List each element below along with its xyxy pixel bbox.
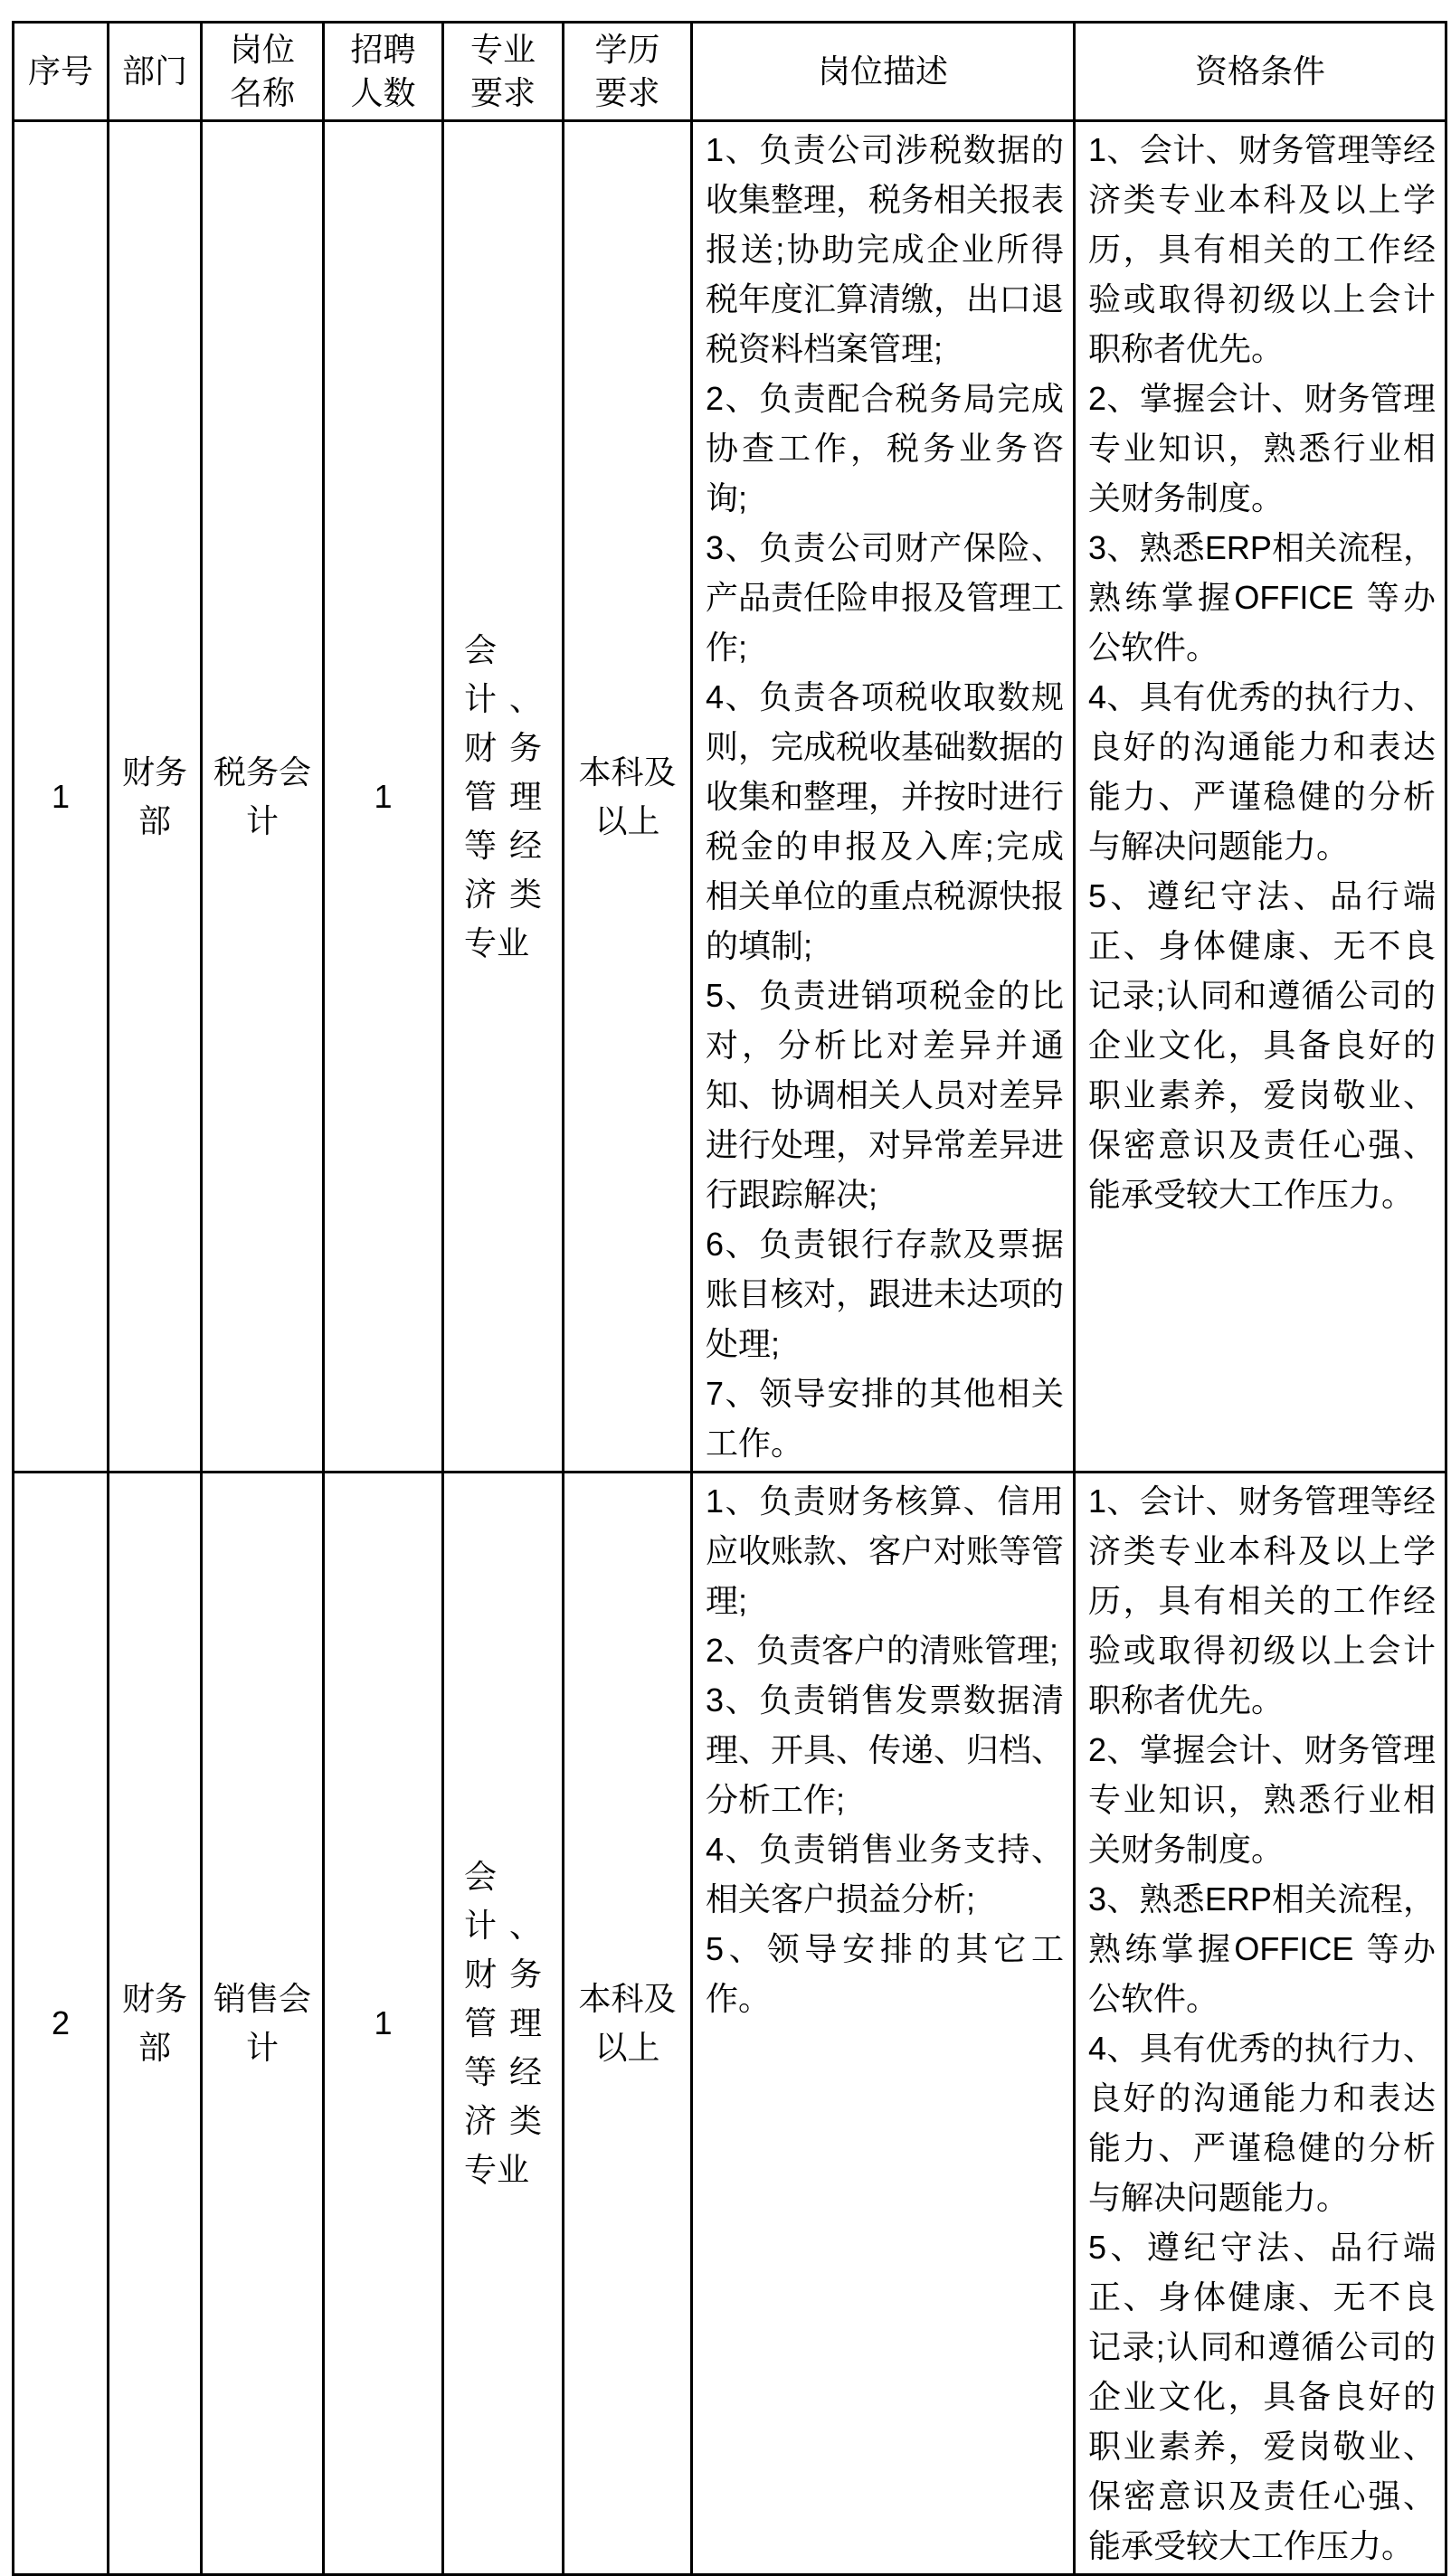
text-paragraph: 4、具有优秀的执行力、良好的沟通能力和表达能力、严谨稳健的分析与解决问题能力。 — [1088, 2030, 1436, 2216]
text-paragraph: 5、负责进销项税金的比对，分析比对差异并通知、协调相关人员对差异进行处理，对异常差异进行跟踪解决; — [706, 977, 1065, 1213]
table-row — [14, 1473, 1446, 2575]
cell-seq: 2 — [14, 1473, 109, 2575]
text-paragraph: 2、负责客户的清账管理; — [706, 1632, 1059, 1669]
column-header-department — [109, 23, 202, 121]
cell-qualifications — [1075, 121, 1446, 1473]
text-paragraph: 3、熟悉ERP相关流程，熟练掌握OFFICE 等办公软件。 — [1088, 529, 1436, 666]
column-header-label: 专业要求 — [469, 31, 536, 111]
table-row — [14, 121, 1446, 1473]
cell-qualifications — [1075, 1473, 1446, 2575]
column-header-headcount — [324, 23, 443, 121]
cell-position: 税务会计 — [202, 121, 324, 1473]
text-paragraph: 3、负责销售发票数据清理、开具、传递、归档、分析工作; — [706, 1681, 1065, 1818]
cell-department: 财务部 — [109, 121, 202, 1473]
text-paragraph: 2、掌握会计、财务管理专业知识，熟悉行业相关财务制度。 — [1088, 1731, 1436, 1868]
cell-seq: 1 — [14, 121, 109, 1473]
column-header-label: 序号 — [27, 52, 93, 90]
column-header-label: 学历要求 — [594, 31, 660, 111]
text-paragraph: 1、会计、财务管理等经济类专业本科及以上学历，具有相关的工作经验或取得初级以上会计职称者优先。 — [1088, 131, 1436, 367]
text-paragraph: 3、熟悉ERP相关流程，熟练掌握OFFICE 等办公软件。 — [1088, 1880, 1436, 2017]
column-header-qualifications — [1075, 23, 1446, 121]
column-header-seq — [14, 23, 109, 121]
column-header-label: 岗位名称 — [229, 31, 295, 111]
text-paragraph: 5、遵纪守法、品行端正、身体健康、无不良记录;认同和遵循公司的企业文化，具备良好的职业素养，爱岗敬业、保密意识及责任心强、能承受较大工作压力。 — [1088, 877, 1436, 1213]
text-paragraph: 2、掌握会计、财务管理专业知识，熟悉行业相关财务制度。 — [1088, 380, 1436, 516]
cell-education: 本科及以上 — [564, 1473, 692, 2575]
column-header-position — [202, 23, 324, 121]
major-text: 会计、财务管理等经济类专业 — [464, 630, 542, 961]
cell-department: 财务部 — [109, 1473, 202, 2575]
cell-major — [443, 1473, 564, 2575]
cell-headcount: 1 — [324, 121, 443, 1473]
column-header-label: 资格条件 — [1194, 52, 1325, 90]
text-paragraph: 4、具有优秀的执行力、良好的沟通能力和表达能力、严谨稳健的分析与解决问题能力。 — [1088, 678, 1436, 865]
text-paragraph: 1、负责财务核算、信用应收账款、客户对账等管理; — [706, 1482, 1065, 1619]
table-body — [14, 121, 1446, 2575]
text-paragraph: 2、负责配合税务局完成协查工作，税务业务咨询; — [706, 380, 1064, 516]
cell-description — [692, 1473, 1075, 2575]
cell-description — [692, 121, 1075, 1473]
text-paragraph: 5、遵纪守法、品行端正、身体健康、无不良记录;认同和遵循公司的企业文化，具备良好的职业素养，爱岗敬业、保密意识及责任心强、能承受较大工作压力。 — [1088, 2229, 1436, 2564]
recruitment-table — [12, 21, 1447, 2576]
text-paragraph: 1、负责公司涉税数据的收集整理，税务相关报表报送;协助完成企业所得税年度汇算清缴，出口退税资料档案管理; — [706, 131, 1065, 367]
cell-headcount: 1 — [324, 1473, 443, 2575]
table-header — [14, 23, 1446, 121]
column-header-label: 部门 — [121, 52, 187, 90]
column-header-major — [443, 23, 564, 121]
major-text: 会计、财务管理等经济类专业 — [464, 1858, 542, 2188]
cell-position: 销售会计 — [202, 1473, 324, 2575]
text-paragraph: 4、负责销售业务支持、相关客户损益分析; — [706, 1831, 1064, 1918]
cell-education: 本科及以上 — [564, 121, 692, 1473]
text-paragraph: 7、领导安排的其他相关工作。 — [706, 1375, 1064, 1462]
column-header-education — [564, 23, 692, 121]
text-paragraph: 3、负责公司财产保险、产品责任险申报及管理工作; — [706, 529, 1065, 666]
cell-major — [443, 121, 564, 1473]
text-paragraph: 5、领导安排的其它工作。 — [706, 1930, 1064, 2017]
text-paragraph: 1、会计、财务管理等经济类专业本科及以上学历，具有相关的工作经验或取得初级以上会计职称者优先。 — [1088, 1482, 1436, 1719]
text-paragraph: 4、负责各项税收取数规则，完成税收基础数据的收集和整理，并按时进行税金的申报及入库;完成相关单位的重点税源快报的填制; — [706, 678, 1065, 964]
text-paragraph: 6、负责银行存款及票据账目核对，跟进未达项的处理; — [706, 1226, 1065, 1362]
column-header-description — [692, 23, 1075, 121]
column-header-label: 岗位描述 — [817, 52, 948, 90]
column-header-label: 招聘人数 — [350, 31, 416, 111]
header-row — [14, 23, 1446, 121]
